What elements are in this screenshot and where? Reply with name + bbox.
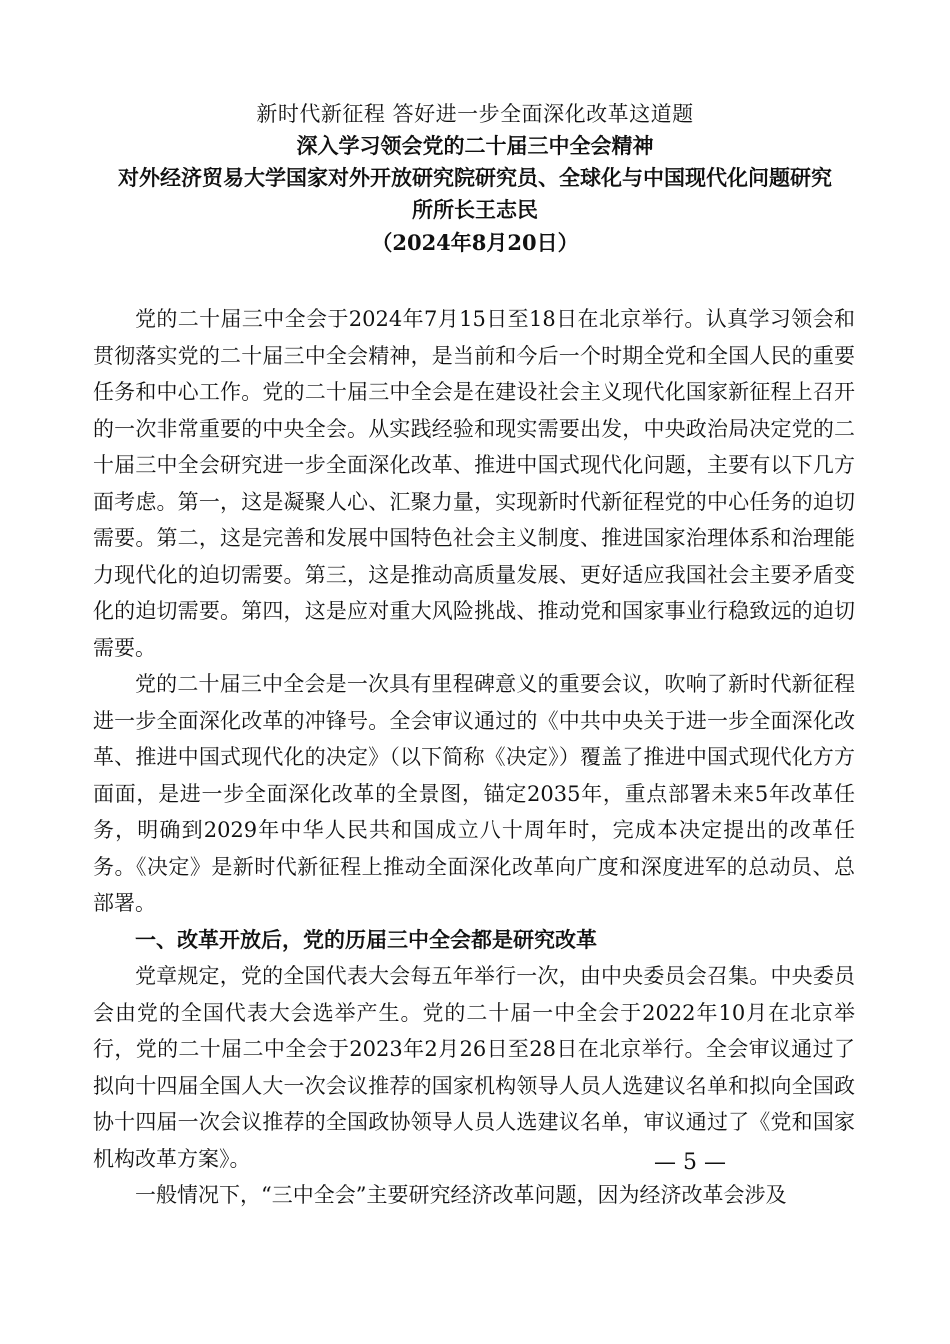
author-line-1: 对外经济贸易大学国家对外开放研究院研究员、全球化与中国现代化问题研究: [118, 165, 832, 190]
document-subtitle: 深入学习领会党的二十届三中全会精神: [296, 133, 654, 158]
page-number: — 5 —: [654, 1150, 726, 1175]
document-body: [93, 301, 855, 1214]
paragraph: 党的二十届三中全会是一次具有里程碑意义的重要会议，吹响了新时代新征程进一步全面深化改革的冲锋号。全会审议通过的《中共中央关于进一步全面深化改革、推进中国式现代化的决定》（以下简称《决定》）覆盖了推进中国式现代化方方面面，是进一步全面深化改革的全景图，锚定2035年，重点部署未来5年改革任务，明确到2029年中华人民共和国成立八十周年时，完成本决定提出的改革任务。《决定》是新时代新征程上推动全面深化改革向广度和深度进军的总动员、总部署。: [93, 672, 855, 915]
paragraph: 党的二十届三中全会于2024年7月15日至18日在北京举行。认真学习领会和贯彻落实党的二十届三中全会精神，是当前和今后一个时期全党和全国人民的重要任务和中心工作。党的二十届三中全会是在建设社会主义现代化国家新征程上召开的一次非常重要的中央全会。从实践经验和现实需要出发，中央政治局决定党的二十届三中全会研究进一步全面深化改革、推进中国式现代化问题，主要有以下几方面考虑。第一，这是凝聚人心、汇聚力量，实现新时代新征程党的中心任务的迫切需要。第二，这是完善和发展中国特色社会主义制度、推进国家治理体系和治理能力现代化的迫切需要。第三，这是推动高质量发展、更好适应我国社会主要矛盾变化的迫切需要。第四，这是应对重大风险挑战、推动党和国家事业行稳致远的迫切需要。: [93, 307, 855, 660]
document-date: （2024年8月20日）: [371, 230, 579, 255]
paragraph: 党章规定，党的全国代表大会每五年举行一次，由中央委员会召集。中央委员会由党的全国代表大会选举产生。党的二十届一中全会于2022年10月在北京举行，党的二十届二中全会于2023年2月26日至28日在北京举行。全会审议通过了拟向十四届全国人大一次会议推荐的国家机构领导人员人选建议名单和拟向全国政协十四届一次会议推荐的全国政协领导人员人选建议名单，审议通过了《党和国家机构改革方案》。: [93, 964, 855, 1171]
author-line-2: 所所长王志民: [412, 197, 538, 222]
document-title: 新时代新征程 答好进一步全面深化改革这道题: [256, 102, 694, 126]
document-header: [80, 98, 870, 259]
section-heading: 一、改革开放后，党的历届三中全会都是研究改革: [135, 926, 597, 952]
paragraph: 一般情况下，“三中全会”主要研究经济改革问题，因为经济改革会涉及: [135, 1183, 787, 1207]
